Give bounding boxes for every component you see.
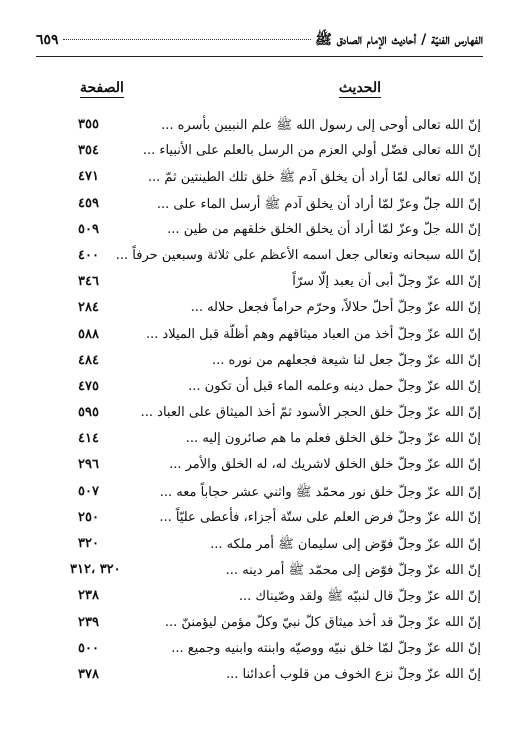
running-head [36, 31, 483, 53]
index-row [36, 481, 481, 507]
index-row [36, 324, 481, 350]
hadith-text: إنّ الله عزّ وجلّ نزع الخوف من قلوب أعدائنا ... [225, 666, 481, 682]
hadith-text: إنّ الله عزّ وجلّ خلق الحجر الأسود ثمّ أخذ الميثاق على العباد ... [140, 405, 481, 421]
hadith-text: إنّ الله عزّ وجلّ قد أخذ ميثاق كلّ نبيّ وكلّ مؤمن ليؤمننّ ... [164, 614, 481, 630]
index-row [36, 402, 481, 428]
page-ref: ٣٢٠ [78, 536, 99, 551]
hadith-text: إنّ الله عزّ وجلّ خلق الخلق لاشريك له، له الخلق والأمر ... [169, 457, 481, 473]
index-row [36, 454, 481, 480]
page-ref: ٣٥٤ [78, 143, 99, 159]
hadith-text: إنّ الله عزّ وجلّ أحلّ حلالاً، وحرّم حراماً فجعل حلاله ... [190, 300, 481, 316]
page-ref: ٥٨٨ [78, 326, 99, 342]
leader-dots [63, 39, 311, 40]
index-row [36, 533, 481, 559]
index-list [36, 114, 481, 690]
hadith-text: إنّ الله عزّ وجلّ قال لنبيّه ﷺ ولقد وصّيناك ... [238, 589, 481, 605]
index-row [36, 350, 481, 376]
index-row [36, 297, 481, 323]
page-ref: ٢٣٩ [78, 614, 99, 630]
index-row [36, 428, 481, 454]
index-row [36, 219, 481, 245]
hadith-text: إنّ الله عزّ وجلّ جعل لنا شيعة فجعلهم من نوره ... [212, 352, 481, 368]
page-ref: ٥٠٠ [78, 640, 99, 656]
hadith-text: إنّ الله عزّ وجلّ فوّض إلى سليمان ﷺ أمر ملكه ... [210, 537, 481, 552]
page-ref: ٤٨٤ [78, 352, 99, 368]
index-row [36, 559, 481, 585]
hadith-text: إنّ الله تعالى فضّل أولي العزم من الرسل بالعلم على الأنبياء ... [142, 143, 481, 159]
index-row [36, 193, 481, 219]
index-row [36, 245, 481, 271]
page-ref: ٢٣٨ [78, 588, 99, 604]
hadith-text: إنّ الله عزّ وجلّ أبى أن يعبد إلّا سرّاً [292, 274, 481, 290]
page-ref: ٣٤٦ [78, 274, 99, 290]
hadith-text: إنّ الله جلّ وعزّ لمّا أراد أن يخلق الخلق خلقهم من طين ... [167, 221, 481, 237]
page-ref: ٢٩٦ [78, 457, 99, 473]
page-ref: ٤٠٠ [78, 247, 99, 263]
page-ref: ٥٩٥ [78, 405, 99, 421]
index-row [36, 166, 481, 192]
index-row [36, 612, 481, 638]
column-header-hadith [339, 80, 381, 96]
index-row [36, 114, 481, 140]
index-row [36, 638, 481, 664]
page-ref: ٤٧٥ [78, 378, 99, 394]
column-header-page [80, 80, 124, 96]
hadith-text: إنّ الله عزّ وجلّ لمّا خلق نبيّه ووصيّه وابنته وابنيه وجميع ... [171, 640, 481, 656]
hadith-text: إنّ الله عزّ وجلّ فوّض إلى محمّد ﷺ أمر دينه ... [225, 563, 481, 579]
index-row [36, 507, 481, 533]
index-row [36, 664, 481, 690]
hadith-text: إنّ الله عزّ وجلّ خلق نور محمّد ﷺ واثني عشر حجاباً معه ... [159, 484, 481, 500]
hadith-text: إنّ الله تعالى لمّا أراد أن يخلق آدم ﷺ خلق تلك الطينتين ثمّ ... [147, 170, 481, 186]
page-ref: ٣٧٨ [78, 666, 99, 682]
page-ref: ٥٠٩ [78, 221, 99, 237]
page-ref: ٢٨٤ [78, 300, 99, 316]
hadith-text: إنّ الله تعالى أوحى إلى رسول الله ﷺ علم النبيين بأسره ... [161, 118, 481, 133]
index-row [36, 271, 481, 297]
page-ref: ٣٥٥ [78, 117, 99, 132]
page-ref: ٥٠٧ [78, 483, 99, 499]
column-header-hadith-label: الحديث [338, 80, 381, 96]
hadith-text: إنّ الله عزّ وجلّ خلق الخلق فعلم ما هم صائرون إليه ... [185, 431, 481, 447]
running-head-title: الفهارس الفنيّة / أحاديث الإمام الصادق ﷺ [315, 32, 483, 48]
page-ref: ٤١٤ [78, 431, 99, 447]
page-ref: ٤٧١ [78, 169, 99, 185]
hadith-text: إنّ الله عزّ وجلّ أخذ من العباد ميثاقهم وهم أظلّة قبل الميلاد ... [145, 326, 481, 342]
page-ref: ٤٥٩ [78, 195, 99, 211]
hadith-text: إنّ الله سبحانه وتعالى جعل اسمه الأعظم على ثلاثة وسبعين حرفاً ... [115, 247, 481, 263]
hadith-text: إنّ الله عزّ وجلّ حمل دينه وعلمه الماء قبل أن تكون ... [188, 378, 481, 394]
hadith-text: إنّ الله عزّ وجلّ فرض العلم على ستّة أجزاء، فأعطى عليّاً ... [159, 509, 481, 525]
index-row [36, 376, 481, 402]
index-row [36, 140, 481, 166]
page-number: ٦٥٩ [36, 32, 59, 48]
page-ref: ٢٥٠ [78, 509, 99, 525]
hadith-text: إنّ الله جلّ وعزّ لمّا أراد أن يخلق آدم ﷺ أرسل الماء على ... [156, 196, 481, 212]
index-row [36, 585, 481, 611]
column-header-page-label: الصفحة [80, 80, 124, 96]
page-ref: ٣٢٠ ،٣١٢ [70, 562, 121, 578]
header-rule [36, 56, 483, 57]
